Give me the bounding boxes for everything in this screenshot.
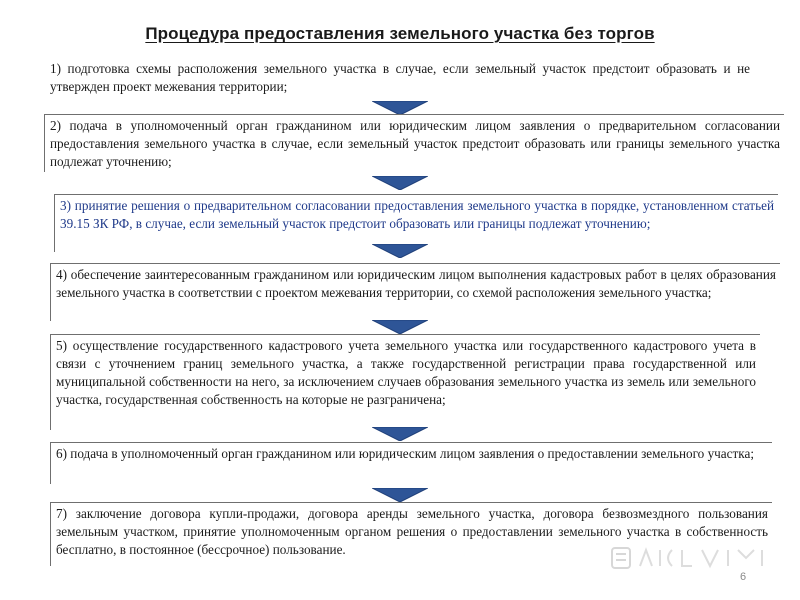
step-5-border-top [50, 334, 760, 335]
down-arrow-icon [372, 488, 428, 502]
page-number: 6 [740, 571, 747, 583]
step-2-border-top [44, 114, 784, 115]
watermark-logo-icon [610, 544, 770, 574]
step-1 [44, 59, 756, 99]
page-title: Процедура предоставления земельного участка без торгов [145, 24, 655, 43]
step-2-text: 2) подача в уполномоченный орган гражданином или юридическим лицом заявления о предварительном согласовании предоставления земельного участка в случае, если земельный участок предстоит образовать или границы земельного участка подлежат уточнению; [50, 118, 780, 169]
step-4-border-top [50, 263, 780, 264]
step-4-text: 4) обеспечение заинтересованным гражданином или юридическим лицом выполнения кадастровых работ в целях образования земельного участка в соответствии с проектом межевания территории, со схемой расположения земельного участка; [56, 267, 776, 300]
step-7-text: 7) заключение договора купли-продажи, договора аренды земельного участка, договора безвозмездного пользования земельным участком, принятие уполномоченным органом решения о предоставлении земельного участка в собственность бесплатно, в постоянное (бессрочное) пользование. [56, 506, 768, 557]
step-6-text: 6) подача в уполномоченный орган гражданином или юридическим лицом заявления о предоставлении земельного участка; [56, 446, 754, 461]
down-arrow-icon [372, 101, 428, 115]
down-arrow-icon [372, 427, 428, 441]
step-1-text: 1) подготовка схемы расположения земельного участка в случае, если земельный участок предстоит образовать и не утвержден проект межевания территории; [50, 61, 750, 94]
down-arrow-icon [372, 320, 428, 334]
step-3-border-top [54, 194, 778, 195]
step-5-text: 5) осуществление государственного кадастрового учета земельного участка или государственного кадастрового учета в связи с уточнением границ земельного участка, а также государственной регистрации права государственной или муниципальной собственности на него, за исключением случаев образования земельного участка из земель или земельного участка, государственная собственность на которые не разграничена; [56, 338, 756, 407]
step-2 [44, 116, 786, 174]
step-3-text: 3) принятие решения о предварительном согласовании предоставления земельного участка в порядке, установленном статьей 39.15 ЗК РФ, в случае, если земельный участок предстоит образовать или границы подлежат уточнению; [60, 198, 774, 231]
step-5 [50, 336, 762, 412]
step-6-border-top [50, 442, 772, 443]
step-3 [54, 196, 780, 236]
step-7-border-top [50, 502, 772, 503]
step-6 [50, 444, 774, 466]
step-4 [50, 265, 782, 305]
down-arrow-icon [372, 244, 428, 258]
down-arrow-icon [372, 176, 428, 190]
